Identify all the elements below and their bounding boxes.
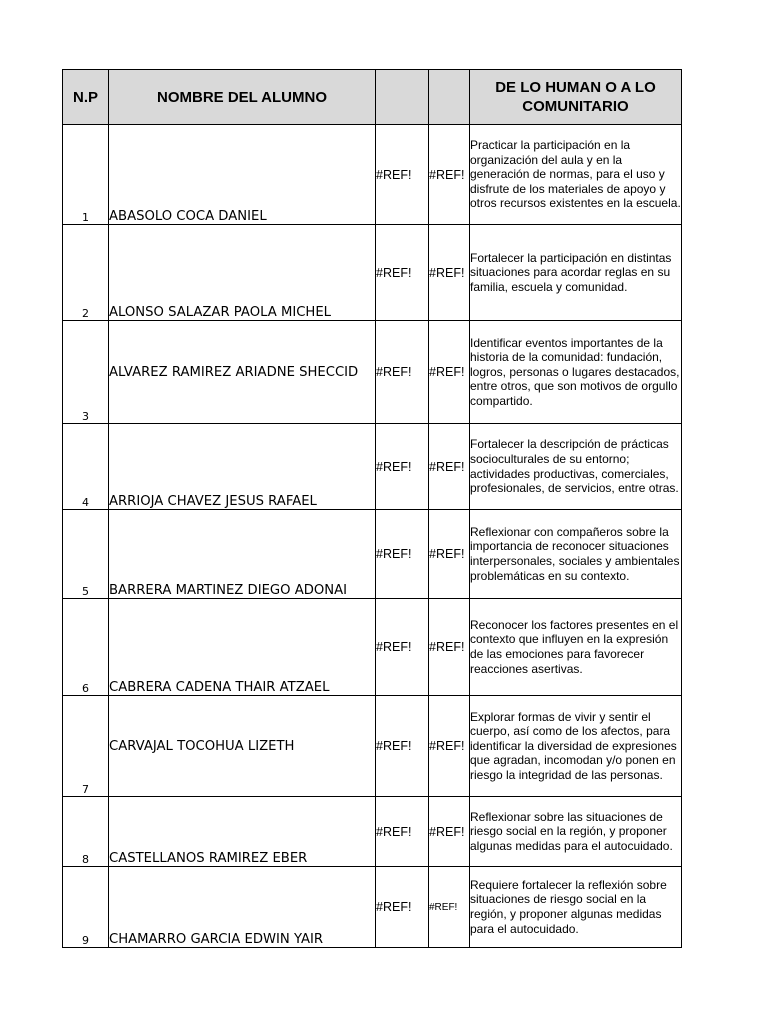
table-row	[63, 797, 682, 867]
row-number: 9	[63, 867, 109, 948]
table-row	[63, 321, 682, 424]
row-number: 2	[63, 225, 109, 321]
ref-cell-2: #REF!	[429, 225, 470, 321]
ref-cell-2: #REF!	[429, 797, 470, 867]
student-name: CHAMARRO GARCIA EDWIN YAIR	[109, 867, 376, 948]
header-col4	[429, 70, 470, 125]
row-number: 8	[63, 797, 109, 867]
table-row	[63, 867, 682, 948]
description-cell: Fortalecer la descripción de prácticas socioculturales de su entorno; actividades productivas, comerciales, profesionales, de servicios, entre otras.	[470, 424, 682, 510]
row-number: 3	[63, 321, 109, 424]
student-name: ALVAREZ RAMIREZ ARIADNE SHECCID	[109, 321, 376, 424]
ref-cell-1: #REF!	[376, 424, 429, 510]
ref-cell-1: #REF!	[376, 321, 429, 424]
ref-cell-1: #REF!	[376, 510, 429, 599]
description-cell: Explorar formas de vivir y sentir el cuerpo, así como de los afectos, para identificar la diversidad de expresiones que agradan, incomodan y/o ponen en riesgo la integridad de las personas.	[470, 696, 682, 797]
header-np: N.P	[63, 70, 109, 125]
row-number: 4	[63, 424, 109, 510]
student-name: ABASOLO COCA DANIEL	[109, 125, 376, 225]
description-cell: Requiere fortalecer la reflexión sobre situaciones de riesgo social en la región, y proponer algunas medidas para el autocuidado.	[470, 867, 682, 948]
student-name: CARVAJAL TOCOHUA LIZETH	[109, 696, 376, 797]
ref-cell-2: #REF!	[429, 599, 470, 696]
description-cell: Practicar la participación en la organización del aula y en la generación de normas, para el uso y disfrute de los materiales de apoyo y otros recursos existentes en la escuela.	[470, 125, 682, 225]
table-row	[63, 225, 682, 321]
ref-cell-2: #REF!	[429, 510, 470, 599]
row-number: 6	[63, 599, 109, 696]
ref-cell-2: #REF!	[429, 696, 470, 797]
table-row	[63, 424, 682, 510]
student-name: CASTELLANOS RAMIREZ EBER	[109, 797, 376, 867]
student-table	[62, 69, 682, 948]
header-name: NOMBRE DEL ALUMNO	[109, 70, 376, 125]
ref-cell-2: #REF!	[429, 125, 470, 225]
ref-cell-2: #REF!	[429, 867, 470, 948]
ref-cell-1: #REF!	[376, 599, 429, 696]
header-row	[63, 70, 682, 125]
description-cell: Reflexionar con compañeros sobre la importancia de reconocer situaciones interpersonales, sociales y ambientales problemáticas en su contexto.	[470, 510, 682, 599]
table-row	[63, 696, 682, 797]
student-name: BARRERA MARTINEZ DIEGO ADONAI	[109, 510, 376, 599]
ref-cell-1: #REF!	[376, 797, 429, 867]
ref-cell-1: #REF!	[376, 225, 429, 321]
description-cell: Identificar eventos importantes de la historia de la comunidad: fundación, logros, personas o lugares destacados, entre otros, que son motivos de orgullo compartido.	[470, 321, 682, 424]
row-number: 1	[63, 125, 109, 225]
student-name: CABRERA CADENA THAIR ATZAEL	[109, 599, 376, 696]
table-row	[63, 125, 682, 225]
ref-cell-1: #REF!	[376, 125, 429, 225]
table-row	[63, 599, 682, 696]
ref-cell-1: #REF!	[376, 867, 429, 948]
row-number: 7	[63, 696, 109, 797]
description-cell: Reconocer los factores presentes en el contexto que influyen en la expresión de las emociones para favorecer reacciones asertivas.	[470, 599, 682, 696]
description-cell: Fortalecer la participación en distintas situaciones para acordar reglas en su familia, escuela y comunidad.	[470, 225, 682, 321]
ref-cell-2: #REF!	[429, 424, 470, 510]
student-name: ARRIOJA CHAVEZ JESUS RAFAEL	[109, 424, 376, 510]
student-name: ALONSO SALAZAR PAOLA MICHEL	[109, 225, 376, 321]
ref-cell-1: #REF!	[376, 696, 429, 797]
description-cell: Reflexionar sobre las situaciones de riesgo social en la región, y proponer algunas medidas para el autocuidado.	[470, 797, 682, 867]
header-area: DE LO HUMAN O A LO COMUNITARIO	[470, 70, 682, 125]
row-number: 5	[63, 510, 109, 599]
ref-cell-2: #REF!	[429, 321, 470, 424]
header-col3	[376, 70, 429, 125]
table-row	[63, 510, 682, 599]
